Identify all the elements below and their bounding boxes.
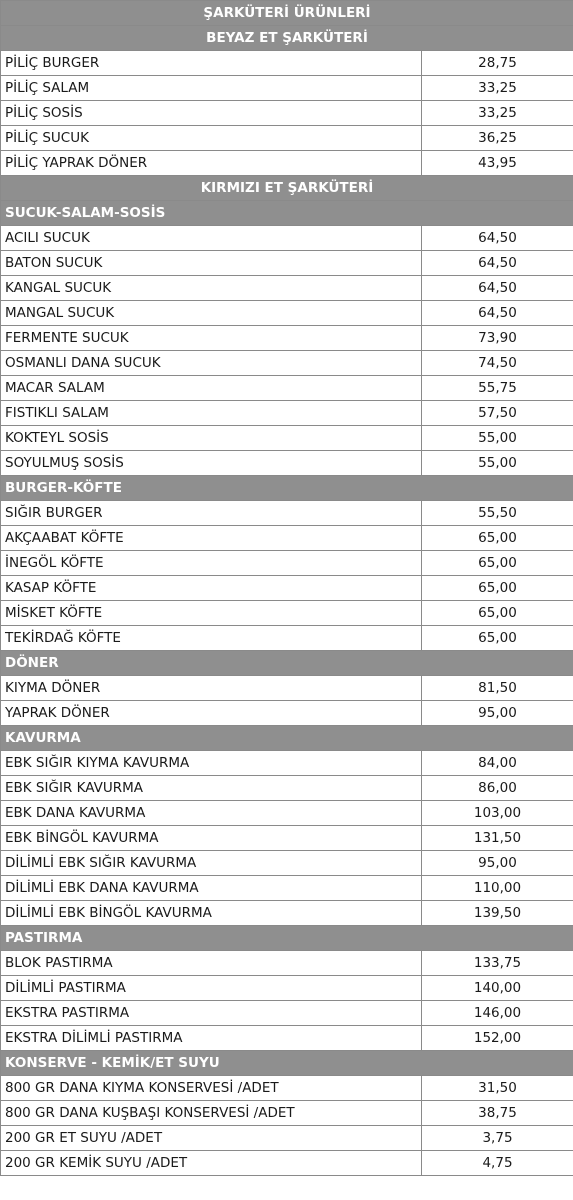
product-price: 65,00 [422,576,573,601]
product-price: 31,50 [422,1076,573,1101]
product-price: 65,00 [422,626,573,651]
table-row [1,551,573,576]
table-row [1,126,573,151]
product-price: 65,00 [422,601,573,626]
section-header: KONSERVE - KEMİK/ET SUYU [1,1051,573,1076]
category-banner: KIRMIZI ET ŞARKÜTERİ [1,176,573,201]
product-name: DİLİMLİ EBK DANA KAVURMA [1,876,422,901]
product-name: 200 GR ET SUYU /ADET [1,1126,422,1151]
table-row [1,1101,573,1126]
product-price: 55,00 [422,426,573,451]
product-name: 200 GR KEMİK SUYU /ADET [1,1151,422,1176]
product-name: BLOK PASTIRMA [1,951,422,976]
product-price: 64,50 [422,226,573,251]
table-row [1,326,573,351]
product-price: 57,50 [422,401,573,426]
product-name: SOYULMUŞ SOSİS [1,451,422,476]
product-name: SIĞIR BURGER [1,501,422,526]
price-list-body [1,1,573,1176]
table-row [1,576,573,601]
product-price: 33,25 [422,76,573,101]
product-name: İNEGÖL KÖFTE [1,551,422,576]
product-name: EBK BİNGÖL KAVURMA [1,826,422,851]
table-row [1,801,573,826]
product-name: KIYMA DÖNER [1,676,422,701]
table-row [1,101,573,126]
product-price: 139,50 [422,901,573,926]
product-name: EKSTRA DİLİMLİ PASTIRMA [1,1026,422,1051]
product-name: KANGAL SUCUK [1,276,422,301]
product-price: 55,75 [422,376,573,401]
product-price: 131,50 [422,826,573,851]
product-price: 64,50 [422,251,573,276]
table-row [1,626,573,651]
product-name: PİLİÇ SUCUK [1,126,422,151]
product-price: 146,00 [422,1001,573,1026]
product-name: PİLİÇ SALAM [1,76,422,101]
section-header: KAVURMA [1,726,573,751]
category-banner: BEYAZ ET ŞARKÜTERİ [1,26,573,51]
product-price: 43,95 [422,151,573,176]
product-name: OSMANLI DANA SUCUK [1,351,422,376]
section-header: DÖNER [1,651,573,676]
table-row [1,826,573,851]
product-name: EKSTRA PASTIRMA [1,1001,422,1026]
table-row [1,51,573,76]
table-row [1,751,573,776]
section-header-row [1,201,573,226]
table-row [1,351,573,376]
product-price: 33,25 [422,101,573,126]
product-price: 36,25 [422,126,573,151]
table-row [1,776,573,801]
product-price: 110,00 [422,876,573,901]
product-name: EBK SIĞIR KIYMA KAVURMA [1,751,422,776]
product-name: DİLİMLİ EBK SIĞIR KAVURMA [1,851,422,876]
table-title-row [1,1,573,26]
category-banner-row [1,26,573,51]
product-price: 64,50 [422,276,573,301]
table-row [1,951,573,976]
product-price: 28,75 [422,51,573,76]
table-row [1,1026,573,1051]
product-price: 103,00 [422,801,573,826]
table-title: ŞARKÜTERİ ÜRÜNLERİ [1,1,573,26]
product-price: 4,75 [422,1151,573,1176]
product-name: DİLİMLİ EBK BİNGÖL KAVURMA [1,901,422,926]
product-name: DİLİMLİ PASTIRMA [1,976,422,1001]
section-header-row [1,726,573,751]
product-price: 55,00 [422,451,573,476]
product-name: TEKİRDAĞ KÖFTE [1,626,422,651]
table-row [1,151,573,176]
product-name: KOKTEYL SOSİS [1,426,422,451]
product-price: 95,00 [422,851,573,876]
product-price: 86,00 [422,776,573,801]
product-name: YAPRAK DÖNER [1,701,422,726]
table-row [1,876,573,901]
table-row [1,226,573,251]
product-price: 64,50 [422,301,573,326]
product-price: 84,00 [422,751,573,776]
table-row [1,276,573,301]
section-header-row [1,476,573,501]
table-row [1,76,573,101]
category-banner-row [1,176,573,201]
section-header: SUCUK-SALAM-SOSİS [1,201,573,226]
table-row [1,426,573,451]
product-price: 140,00 [422,976,573,1001]
table-row [1,451,573,476]
table-row [1,1151,573,1176]
table-row [1,1076,573,1101]
product-price: 73,90 [422,326,573,351]
product-name: KASAP KÖFTE [1,576,422,601]
section-header: PASTIRMA [1,926,573,951]
product-name: 800 GR DANA KIYMA KONSERVESİ /ADET [1,1076,422,1101]
product-price: 65,00 [422,551,573,576]
table-row [1,526,573,551]
product-name: ACILI SUCUK [1,226,422,251]
product-name: BATON SUCUK [1,251,422,276]
table-row [1,1001,573,1026]
product-name: AKÇAABAT KÖFTE [1,526,422,551]
section-header-row [1,926,573,951]
product-price: 152,00 [422,1026,573,1051]
product-name: EBK SIĞIR KAVURMA [1,776,422,801]
product-name: MANGAL SUCUK [1,301,422,326]
table-row [1,701,573,726]
product-price: 95,00 [422,701,573,726]
product-name: MACAR SALAM [1,376,422,401]
product-name: FISTIKLI SALAM [1,401,422,426]
table-row [1,501,573,526]
table-row [1,676,573,701]
product-name: 800 GR DANA KUŞBAŞI KONSERVESİ /ADET [1,1101,422,1126]
product-name: PİLİÇ BURGER [1,51,422,76]
product-price: 38,75 [422,1101,573,1126]
product-name: MİSKET KÖFTE [1,601,422,626]
product-price: 81,50 [422,676,573,701]
product-name: PİLİÇ SOSİS [1,101,422,126]
table-row [1,301,573,326]
table-row [1,1126,573,1151]
section-header-row [1,651,573,676]
product-price: 65,00 [422,526,573,551]
table-row [1,401,573,426]
table-row [1,976,573,1001]
product-name: EBK DANA KAVURMA [1,801,422,826]
section-header: BURGER-KÖFTE [1,476,573,501]
product-price: 3,75 [422,1126,573,1151]
product-price: 133,75 [422,951,573,976]
table-row [1,851,573,876]
product-name: FERMENTE SUCUK [1,326,422,351]
table-row [1,601,573,626]
product-name: PİLİÇ YAPRAK DÖNER [1,151,422,176]
table-row [1,251,573,276]
table-row [1,376,573,401]
section-header-row [1,1051,573,1076]
table-row [1,901,573,926]
product-price: 74,50 [422,351,573,376]
product-price: 55,50 [422,501,573,526]
